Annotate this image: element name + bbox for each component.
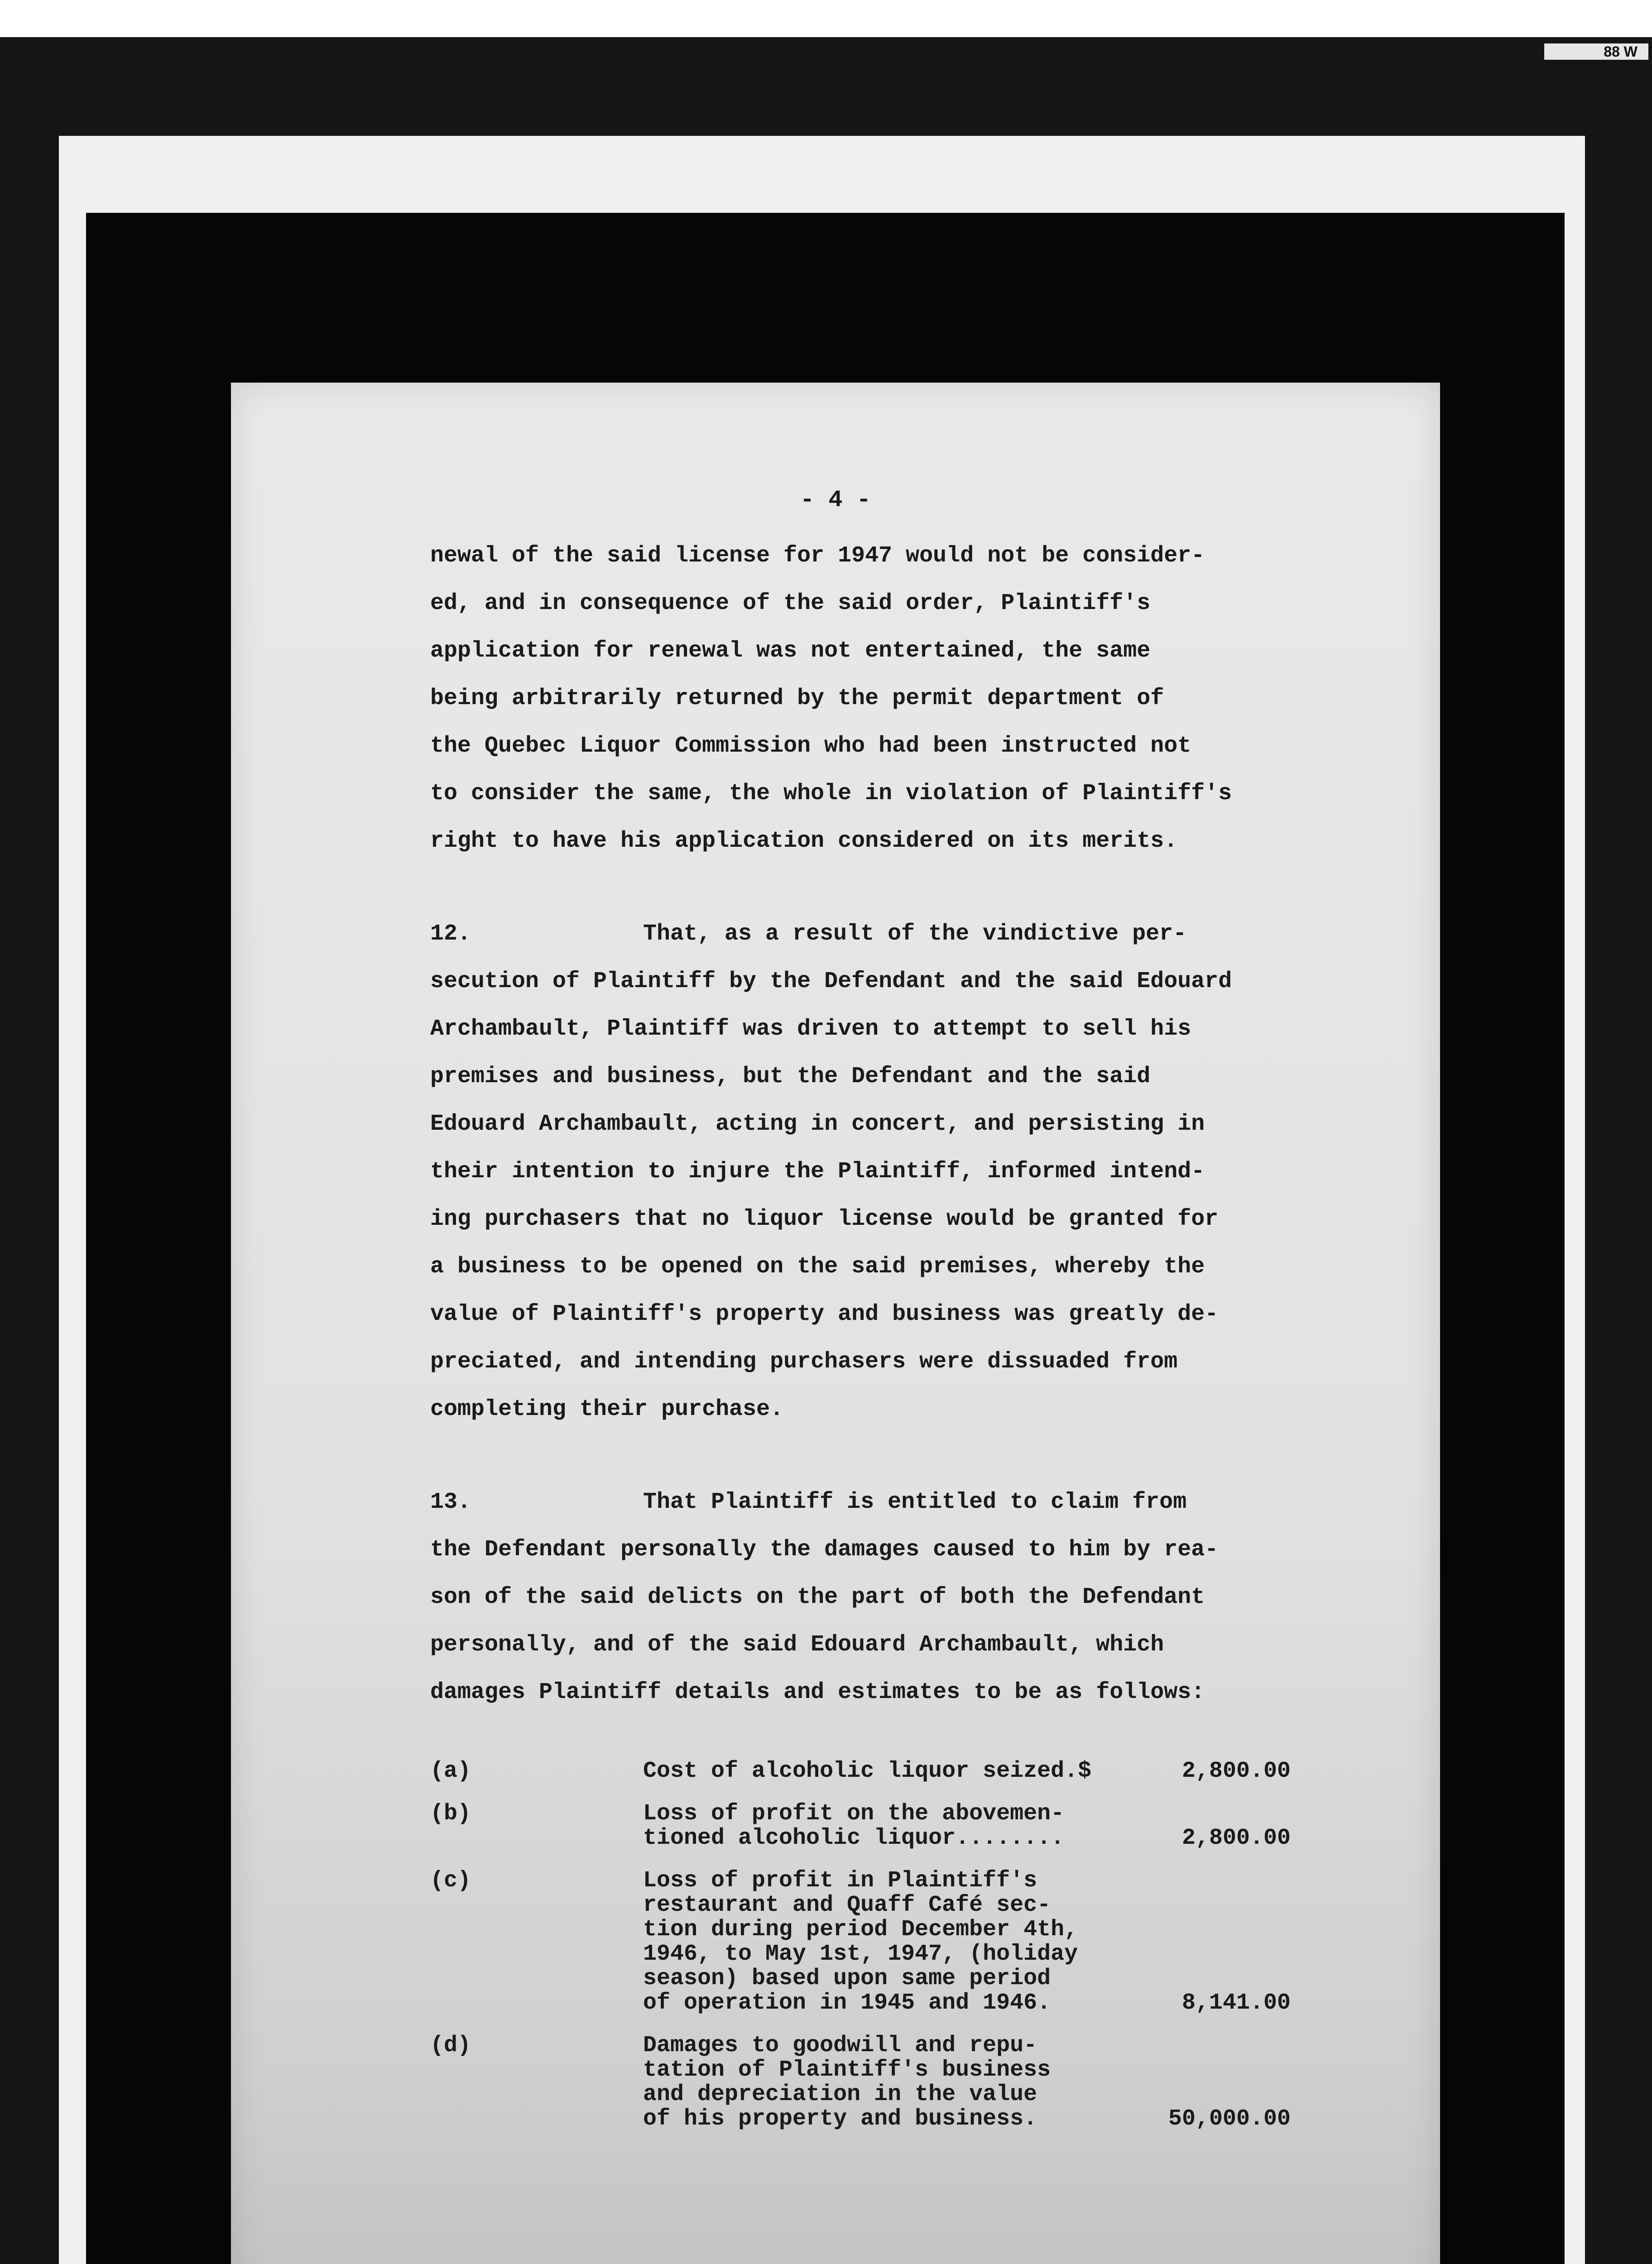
item-description-line: tation of Plaintiff's business: [643, 2057, 1051, 2083]
item-description-line: 1946, to May 1st, 1947, (holiday: [643, 1941, 1078, 1967]
item-description-line: tioned alcoholic liquor........: [643, 1825, 1065, 1851]
text-line: damages Plaintiff details and estimates to be as follows:: [430, 1679, 1205, 1705]
text-line: ed, and in consequence of the said order, Plaintiff's: [430, 590, 1151, 616]
text-line: application for renewal was not entertained, the same: [430, 638, 1151, 664]
item-description-line: of his property and business.: [643, 2106, 1037, 2132]
frame-code: 88 W: [1544, 43, 1648, 60]
item-letter: (d): [430, 2033, 471, 2058]
item-description-line: Cost of alcoholic liquor seized.$: [643, 1758, 1092, 1784]
paragraph-11-continued: [430, 532, 1291, 865]
text-line: That, as a result of the vindictive per-: [643, 921, 1187, 947]
text-line: secution of Plaintiff by the Defendant and the said Edouard: [430, 969, 1232, 994]
item-amount: 8,141.00: [1181, 1990, 1291, 2016]
item-description-line: of operation in 1945 and 1946.: [643, 1990, 1051, 2016]
item-letter: (b): [430, 1801, 471, 1827]
text-line: the Defendant personally the damages caused to him by rea-: [430, 1537, 1219, 1563]
text-line: a business to be opened on the said premises, whereby the: [430, 1254, 1205, 1280]
text-line: right to have his application considered on its merits.: [430, 828, 1178, 854]
item-description-line: Damages to goodwill and repu-: [643, 2033, 1037, 2058]
text-line: being arbitrarily returned by the permit department of: [430, 686, 1164, 711]
item-amount: 50,000.00: [1168, 2106, 1291, 2132]
item-description-line: and depreciation in the value: [643, 2082, 1037, 2107]
text-line: That Plaintiff is entitled to claim from: [643, 1489, 1187, 1515]
text-line: son of the said delicts on the part of both the Defendant: [430, 1584, 1205, 1610]
text-line: their intention to injure the Plaintiff, informed intend-: [430, 1159, 1205, 1185]
text-line: completing their purchase.: [430, 1396, 784, 1422]
paragraph-12: [430, 910, 1291, 1433]
item-description-line: Loss of profit on the abovemen-: [643, 1801, 1065, 1827]
paragraph-13: [430, 1478, 1291, 1716]
text-line: the Quebec Liquor Commission who had been instructed not: [430, 733, 1191, 759]
item-amount: 2,800.00: [1181, 1758, 1291, 1784]
item-description-line: season) based upon same period: [643, 1966, 1051, 1991]
damage-item-c: [430, 1869, 1291, 2015]
item-letter: (c): [430, 1868, 471, 1894]
item-description-line: tion during period December 4th,: [643, 1917, 1078, 1943]
item-description: [643, 1759, 1096, 1784]
text-line: newal of the said license for 1947 would not be consider-: [430, 543, 1205, 569]
text-line: to consider the same, the whole in violation of Plaintiff's: [430, 781, 1232, 806]
damages-list: [430, 1759, 1291, 2145]
item-description: [643, 1869, 1096, 2015]
text-line: Edouard Archambault, acting in concert, and persisting in: [430, 1111, 1205, 1137]
item-description-line: Loss of profit in Plaintiff's: [643, 1868, 1037, 1894]
damage-item-a: [430, 1759, 1291, 1784]
text-line: ing purchasers that no liquor license would be granted for: [430, 1206, 1219, 1232]
text-line: preciated, and intending purchasers were dissuaded from: [430, 1349, 1178, 1375]
paragraph-12-first-line: [430, 910, 1291, 958]
paragraph-number: 12.: [430, 921, 471, 947]
page-number: - 4 -: [800, 487, 871, 513]
damage-item-d: [430, 2034, 1291, 2131]
item-description: [643, 2034, 1096, 2131]
item-amount: 2,800.00: [1181, 1825, 1291, 1851]
text-line: Archambault, Plaintiff was driven to attempt to sell his: [430, 1016, 1191, 1042]
text-line: personally, and of the said Edouard Archambault, which: [430, 1632, 1164, 1658]
text-line: premises and business, but the Defendant and the said: [430, 1064, 1151, 1089]
item-description: [643, 1802, 1096, 1851]
item-letter: (a): [430, 1758, 471, 1784]
paragraph-13-first-line: [430, 1478, 1291, 1526]
damage-item-b: [430, 1802, 1291, 1851]
paragraph-number: 13.: [430, 1489, 471, 1515]
item-description-line: restaurant and Quaff Café sec-: [643, 1892, 1051, 1918]
text-line: value of Plaintiff's property and business was greatly de-: [430, 1301, 1219, 1327]
document-page: [231, 383, 1440, 2264]
